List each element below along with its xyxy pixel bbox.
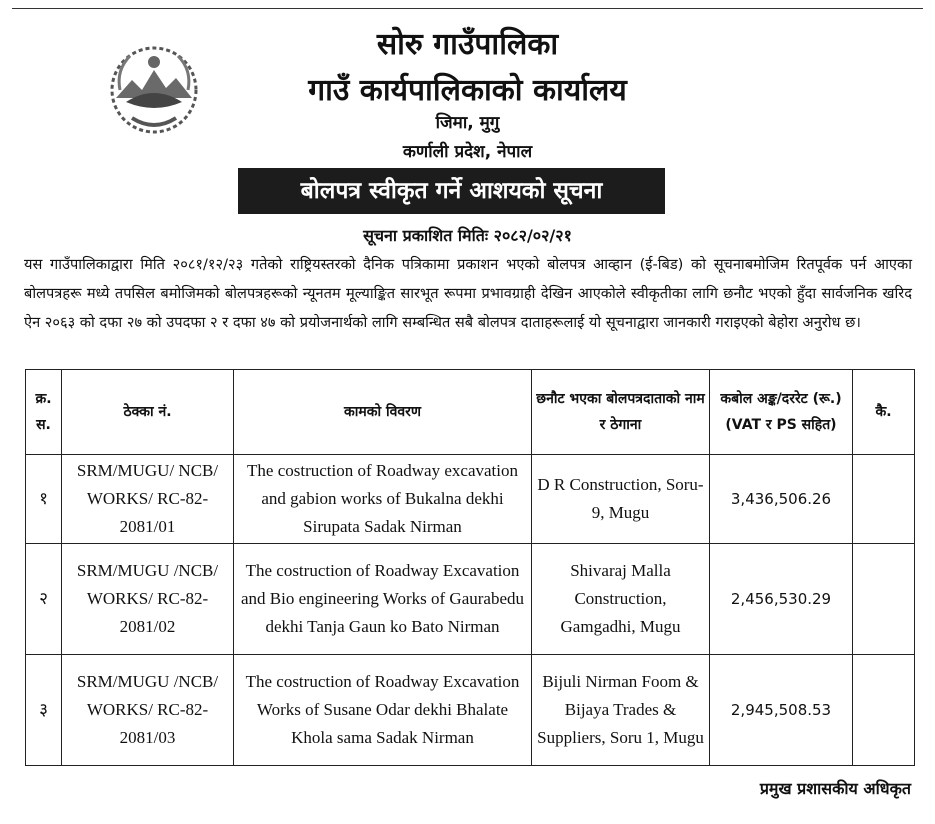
cell-remarks: [853, 455, 915, 544]
cell-bidder: D R Construction, Soru-9, Mugu: [532, 455, 710, 544]
col-header-work: कामको विवरण: [234, 370, 532, 455]
cell-amount: 2,456,530.29: [710, 544, 853, 655]
award-table: [25, 369, 915, 766]
cell-contract: SRM/MUGU /NCB/ WORKS/ RC-82-2081/02: [62, 544, 234, 655]
signatory-title: प्रमुख प्रशासकीय अधिकृत: [759, 779, 911, 798]
col-header-sn: क्र. स.: [26, 370, 62, 455]
cell-remarks: [853, 544, 915, 655]
col-header-remarks: कै.: [853, 370, 915, 455]
table-row: [26, 544, 915, 655]
cell-contract: SRM/MUGU/ NCB/ WORKS/ RC-82-2081/01: [62, 455, 234, 544]
municipality-name: सोरु गाउँपालिका: [376, 27, 559, 62]
cell-sn: १: [26, 455, 62, 544]
col-header-bidder: छनौट भएका बोलपत्रदाताको नाम र ठेगाना: [532, 370, 710, 455]
cell-bidder: Bijuli Nirman Foom & Bijaya Trades & Suppliers, Soru 1, Mugu: [532, 655, 710, 766]
cell-remarks: [853, 655, 915, 766]
table-row: [26, 655, 915, 766]
cell-amount: 2,945,508.53: [710, 655, 853, 766]
office-address: जिमा, मुगु: [435, 113, 500, 133]
notice-title-banner: बोलपत्र स्वीकृत गर्ने आशयको सूचना: [238, 168, 665, 214]
table-row: [26, 455, 915, 544]
cell-work: The costruction of Roadway Excavation and Bio engineering Works of Gaurabedu dekhi Tanja Gaun ko Bato Nirman: [234, 544, 532, 655]
cell-bidder: Shivaraj Malla Construction, Gamgadhi, Mugu: [532, 544, 710, 655]
cell-work: The costruction of Roadway excavation and gabion works of Bukalna dekhi Sirupata Sadak Nirman: [234, 455, 532, 544]
col-header-contract: ठेक्का नं.: [62, 370, 234, 455]
cell-sn: २: [26, 544, 62, 655]
table-header-row: [26, 370, 915, 455]
col-header-amount: कबोल अङ्क/दररेट (रू.) (VAT र PS सहित): [710, 370, 853, 455]
office-name: गाउँ कार्यपालिकाको कार्यालय: [308, 73, 627, 108]
notice-body: यस गाउँपालिकाद्वारा मिति २०८१/१२/२३ गतेको राष्ट्रियस्तरको दैनिक पत्रिकामा प्रकाशन भएको बोलपत्र आव्हान (ई-बिड) को सूचनाबमोजिम रितपूर्वक पर्न आएका बोलपत्रहरू मध्ये तपसिल बमोजिमको बोलपत्रहरूको न्यूनतम मूल्याङ्कित सारभूत रूपमा प्रभावग्राही देखिन आएकोले स्वीकृतीका लागि छनौट भएको हुँदा सार्वजनिक खरिद ऐन २०६३ को दफा २७ को उपदफा २ र दफा ४७ को प्रयोजनार्थको लागि सम्बन्धित सबै बोलपत्र दाताहरूलाई यो सूचनाद्वारा जानकारी गराइएको बेहोरा अनुरोध छ।: [24, 256, 912, 331]
cell-sn: ३: [26, 655, 62, 766]
top-rule: [12, 8, 923, 9]
cell-work: The costruction of Roadway Excavation Works of Susane Odar dekhi Bhalate Khola sama Sadak Nirman: [234, 655, 532, 766]
cell-contract: SRM/MUGU /NCB/ WORKS/ RC-82-2081/03: [62, 655, 234, 766]
cell-amount: 3,436,506.26: [710, 455, 853, 544]
province-country: कर्णाली प्रदेश, नेपाल: [402, 142, 533, 162]
publication-date: सूचना प्रकाशित मितिः २०८२/०२/२१: [363, 226, 572, 245]
